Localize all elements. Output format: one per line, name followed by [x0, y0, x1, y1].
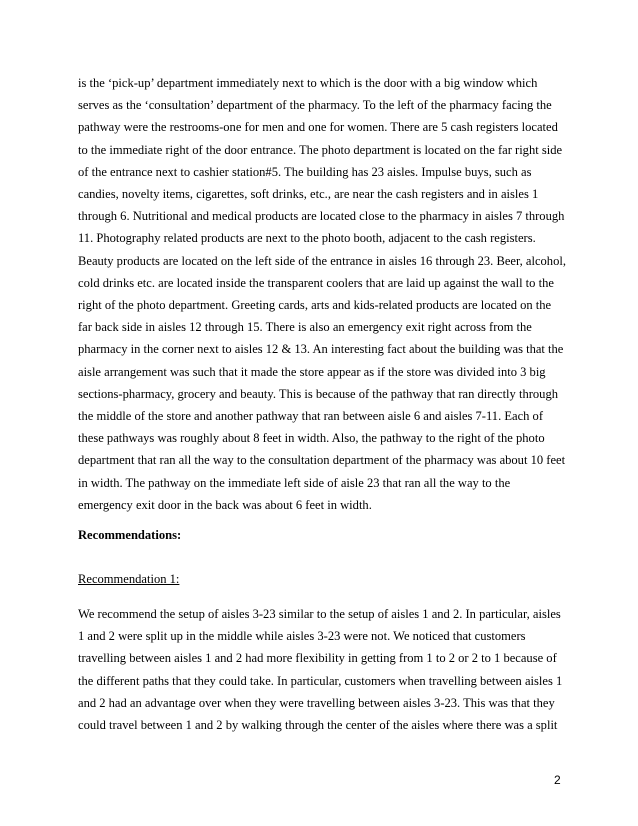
text-line: of the entrance next to cashier station#5. The building has 23 aisles. Impulse buys, such as [78, 164, 532, 179]
text-line: the middle of the store and another pathway that ran between aisle 6 and aisles 7-11. Each of [78, 409, 544, 424]
text-line: pathway were the restrooms-one for men and one for women. There are 5 cash registers located [78, 120, 558, 135]
text-line: is the ‘pick-up’ department immediately next to which is the door with a big window which [78, 76, 538, 90]
text-line: 11. Photography related products are next to the photo booth, adjacent to the cash registers. [78, 231, 536, 246]
text-line: emergency exit door in the back was about 6 feet in width. [78, 497, 372, 512]
text-line: the different paths that they could take. In particular, customers when travelling between aisles 1 [78, 673, 563, 688]
page-number: 2 [554, 773, 561, 787]
text-line: in width. The pathway on the immediate left side of aisle 23 that ran all the way to the [78, 475, 511, 490]
text-line: candies, novelty items, cigarettes, soft drinks, etc., are near the cash registers and in aisles 1 [78, 187, 539, 202]
text-line: through 6. Nutritional and medical products are located close to the pharmacy in aisles 7 through [78, 209, 565, 224]
text-line: 1 and 2 were split up in the middle while aisles 3-23 were not. We noticed that customers [78, 629, 526, 644]
text-line: right of the photo department. Greeting cards, arts and kids-related products are located on the [78, 298, 552, 313]
subsection-heading: Recommendation 1: [78, 572, 180, 586]
text-line: these pathways was roughly about 8 feet in width. Also, the pathway to the right of the photo [78, 431, 545, 446]
text-line: to the immediate right of the door entrance. The photo department is located on the far right side [78, 142, 563, 157]
section-heading: Recommendations: [78, 528, 182, 542]
text-line: sections-pharmacy, grocery and beauty. This is because of the pathway that ran directly through [78, 386, 558, 401]
text-line: travelling between aisles 1 and 2 had more flexibility in getting from 1 to 2 or 2 to 1 because of [78, 651, 557, 666]
text-line: Beauty products are located on the left side of the entrance in aisles 16 through 23. Beer, alcohol, [78, 253, 566, 268]
text-line: cold drinks etc. are located inside the transparent coolers that are laid up against the wall to the [78, 275, 554, 290]
text-line: could travel between 1 and 2 by walking through the center of the aisles where there was a split [78, 718, 558, 733]
text-line: pharmacy in the corner next to aisles 12 & 13. An interesting fact about the building was that the [78, 342, 564, 357]
text-line: aisle arrangement was such that it made the store appear as if the store was divided into 3 big [78, 364, 546, 379]
body-paragraph [78, 603, 568, 736]
text-line: and 2 had an advantage over when they were travelling between aisles 3-23. This was that they [78, 695, 555, 710]
text-line: serves as the ‘consultation’ department of the pharmacy. To the left of the pharmacy facing the [78, 98, 552, 113]
body-paragraph [78, 72, 568, 516]
text-line: We recommend the setup of aisles 3-23 similar to the setup of aisles 1 and 2. In particular, aisles [78, 607, 561, 621]
text-line: department that ran all the way to the consultation department of the pharmacy was about 10 feet [78, 453, 566, 468]
text-line: far back side in aisles 12 through 15. There is also an emergency exit right across from the [78, 320, 532, 335]
